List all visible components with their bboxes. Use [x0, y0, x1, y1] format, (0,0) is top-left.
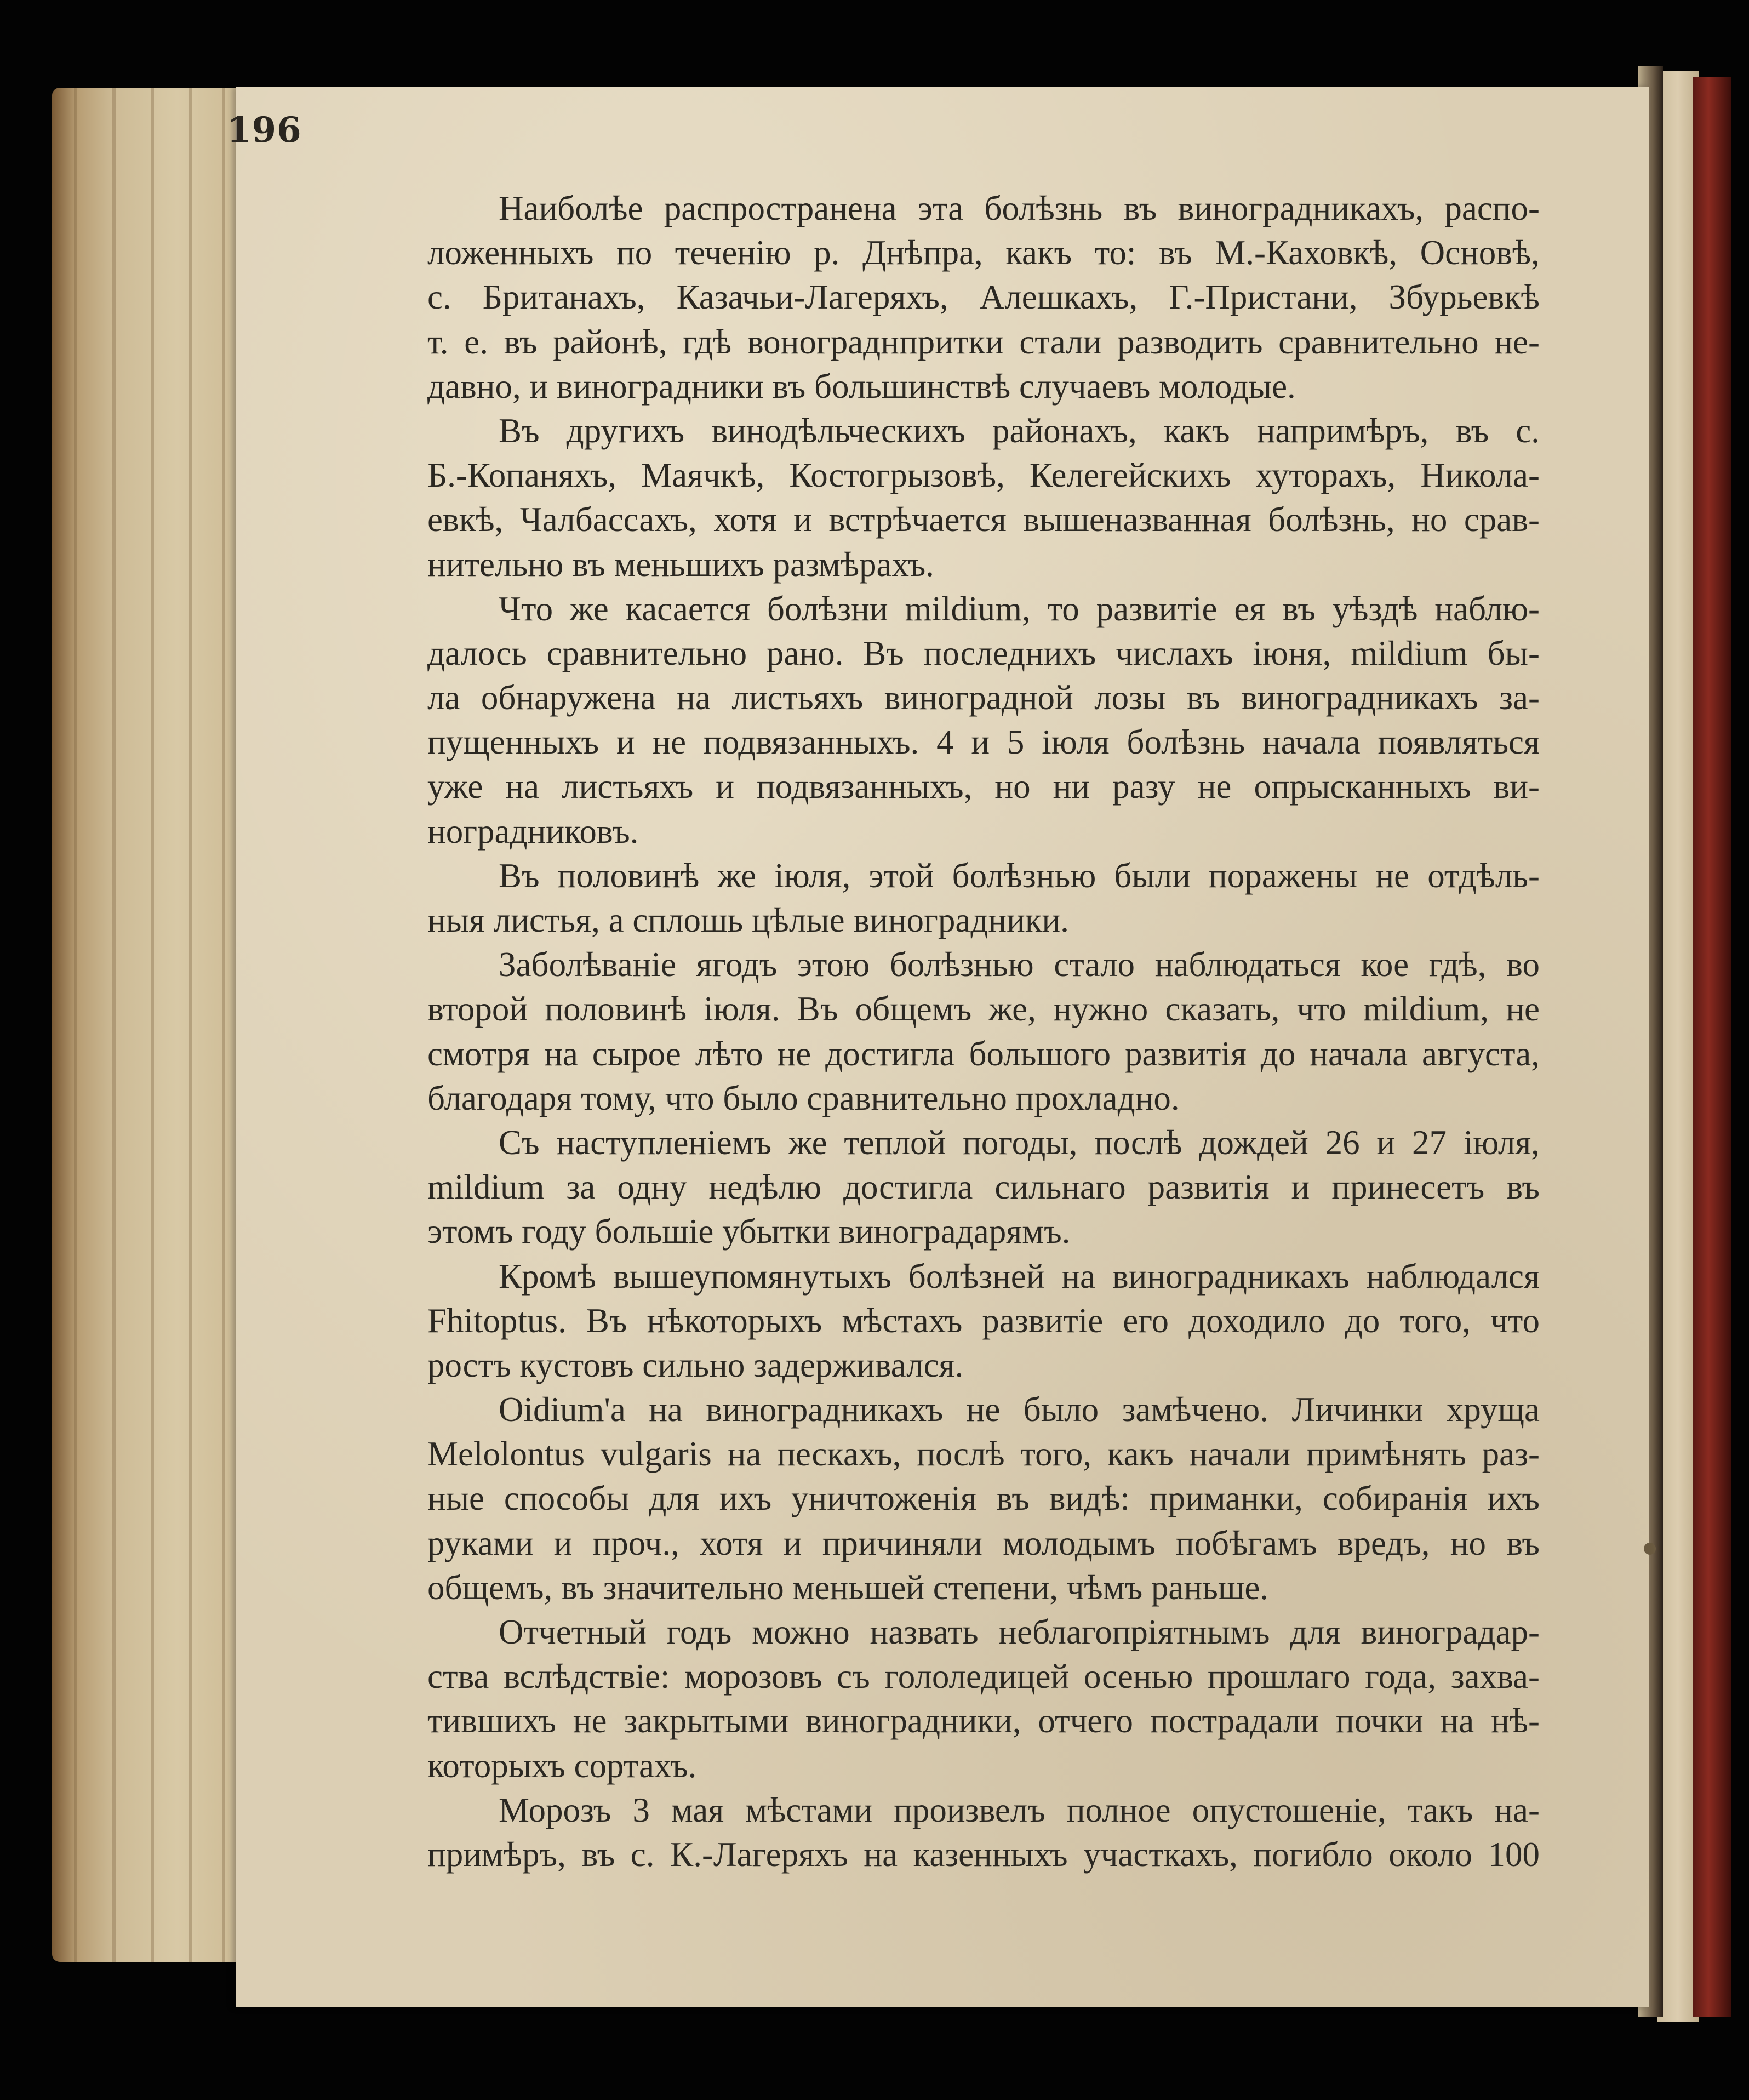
page-number: 196: [227, 110, 302, 151]
text-line: ные способы для ихъ уничтоженія въ видѣ: приманки, собиранія ихъ: [427, 1479, 1540, 1518]
text-line: пущенныхъ и не подвязанныхъ. 4 и 5 іюля болѣзнь начала появляться: [427, 723, 1540, 762]
text-line: далось сравнительно рано. Въ последнихъ числахъ іюня, mildium бы-: [427, 634, 1540, 672]
text-line: с. Британахъ, Казачьи-Лагеряхъ, Алешкахъ, Г.-Пристани, Збурьевкѣ: [427, 278, 1540, 317]
text-line: уже на листьяхъ и подвязанныхъ, но ни разу не опрысканныхъ ви-: [427, 767, 1540, 806]
text-line: Въ другихъ винодѣльческихъ районахъ, какъ напримѣръ, въ с.: [499, 411, 1540, 450]
page-mark: [1644, 1543, 1656, 1555]
text-line: mildium за одну недѣлю достигла сильнаго развитія и принесетъ въ: [427, 1168, 1540, 1207]
text-line: Oidium'а на виноградникахъ не было замѣчено. Личинки хруща: [499, 1390, 1540, 1429]
text-line: ныя листья, а сплошь цѣлые виноградники.: [427, 901, 1069, 939]
text-line: ства вслѣдствіе: морозовъ съ гололедицей осенью прошлаго года, захва-: [427, 1657, 1540, 1696]
text-line: которыхъ сортахъ.: [427, 1746, 697, 1785]
text-line: Melolontus vulgaris на пескахъ, послѣ того, какъ начали примѣнять раз-: [427, 1435, 1540, 1474]
text-line: нительно въ меньшихъ размѣрахъ.: [427, 545, 934, 584]
text-line: Что же касается болѣзни mildium, то развитіе ея въ уѣздѣ наблю-: [499, 589, 1540, 628]
text-line: Заболѣваніе ягодъ этою болѣзнью стало наблюдаться кое гдѣ, во: [499, 945, 1540, 984]
text-line: Fhitoptus. Въ нѣкоторыхъ мѣстахъ развитіе его доходило до того, что: [427, 1301, 1540, 1340]
text-line: ноградниковъ.: [427, 812, 639, 851]
text-line: давно, и виноградники въ большинствѣ случаевъ молодые.: [427, 367, 1296, 406]
text-line: Б.-Копаняхъ, Маячкѣ, Костогрызовѣ, Келегейскихъ хуторахъ, Никола-: [427, 456, 1540, 495]
text-line: этомъ году большіе убытки виноградарямъ.: [427, 1212, 1071, 1251]
text-line: Отчетный годъ можно назвать неблагопріятнымъ для виноградар-: [499, 1613, 1540, 1651]
text-line: руками и проч., хотя и причиняли молодымъ побѣгамъ вредъ, но въ: [427, 1523, 1540, 1562]
text-line: общемъ, въ значительно меньшей степени, чѣмъ раньше.: [427, 1568, 1269, 1607]
text-line: ложенныхъ по теченію р. Днѣпра, какъ то: въ М.-Каховкѣ, Основѣ,: [427, 233, 1540, 272]
facing-page-edge: [1657, 71, 1699, 2022]
text-line: Въ половинѣ же іюля, этой болѣзнью были поражены не отдѣль-: [499, 856, 1540, 895]
text-line: примѣръ, въ с. К.-Лагеряхъ на казенныхъ участкахъ, погибло около 100: [427, 1835, 1540, 1874]
text-line: смотря на сырое лѣто не достигла большого развитія до начала августа,: [427, 1034, 1540, 1073]
text-line: второй половинѣ іюля. Въ общемъ же, нужно сказать, что mildium, не: [427, 990, 1540, 1029]
book-cover-edge: [1693, 77, 1731, 2017]
text-line: Съ наступленіемъ же теплой погоды, послѣ дождей 26 и 27 іюля,: [499, 1123, 1540, 1162]
text-line: ла обнаружена на листьяхъ виноградной лозы въ виноградникахъ за-: [427, 678, 1540, 717]
page-stack-edges: [52, 88, 260, 1962]
page-body-text: [427, 186, 1540, 1877]
text-line: Морозъ 3 мая мѣстами произвелъ полное опустошеніе, такъ на-: [499, 1790, 1540, 1829]
text-line: благодаря тому, что было сравнительно прохладно.: [427, 1078, 1180, 1117]
text-line: т. е. въ районѣ, гдѣ вонограднпритки стали разводить сравнительно не-: [427, 322, 1540, 361]
text-line: Кромѣ вышеупомянутыхъ болѣзней на виноградникахъ наблюдался: [499, 1257, 1540, 1296]
text-line: ростъ кустовъ сильно задерживался.: [427, 1345, 964, 1384]
text-line: евкѣ, Чалбассахъ, хотя и встрѣчается вышеназванная болѣзнь, но срав-: [427, 500, 1540, 539]
text-line: тившихъ не закрытыми виноградники, отчего пострадали почки на нѣ-: [427, 1702, 1540, 1741]
text-line: Наиболѣе распространена эта болѣзнь въ виноградникахъ, распо-: [499, 189, 1540, 227]
